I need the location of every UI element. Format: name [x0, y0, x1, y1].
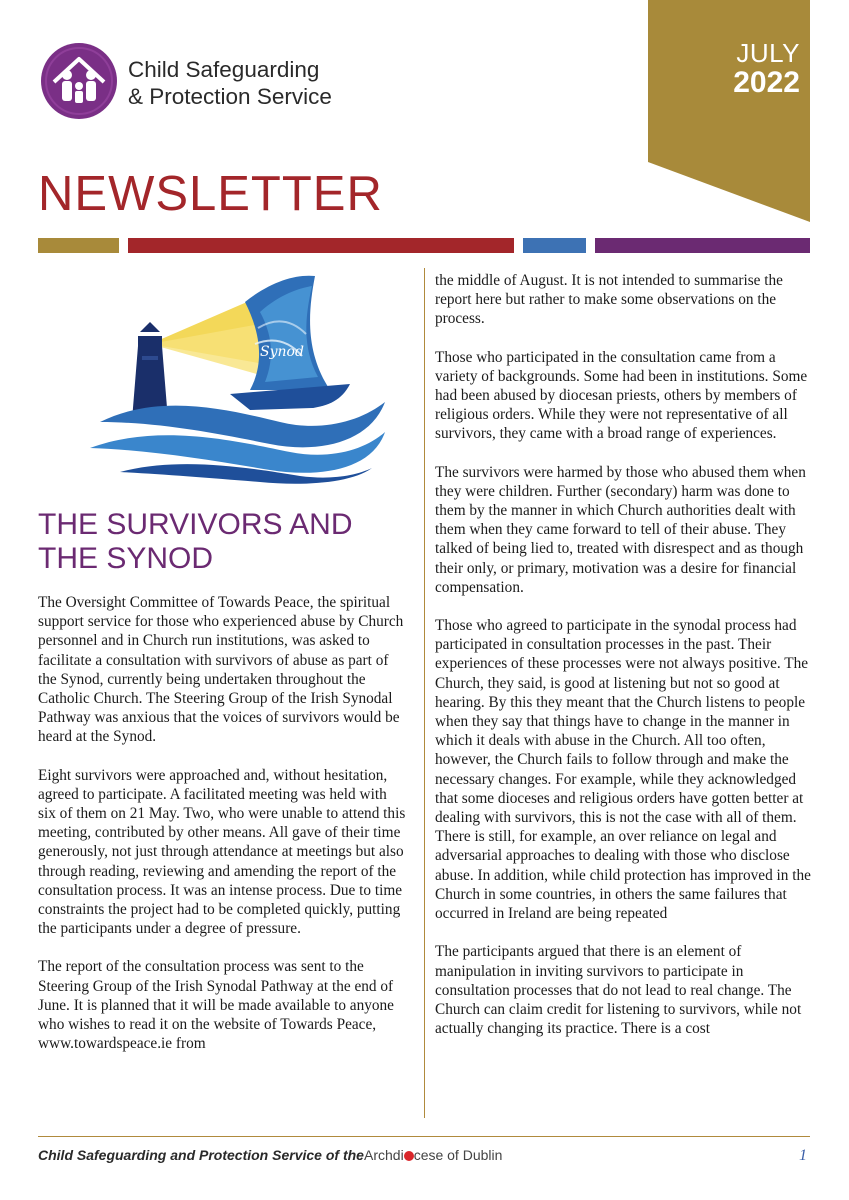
issue-month: JULY: [736, 38, 800, 68]
archdiocese-text-part1: Archdi: [364, 1147, 404, 1163]
left-column: [38, 593, 408, 1072]
stripe-gold: [38, 238, 119, 253]
synod-illustration: [80, 272, 400, 484]
logo: [40, 42, 118, 120]
stripe-blue: [523, 238, 586, 253]
paragraph: The Oversight Committee of Towards Peace, the spiritual support service for those who experienced abuse by Church personnel and in Church run institutions, was asked to facilitate a consultation with survivors of abuse as part of the Synod, currently being undertaken throughout the Catholic Church. The Steering Group of the Irish Synodal Pathway was anxious that the voices of survivors would be heard at the Synod.: [38, 594, 404, 746]
right-column: [435, 271, 815, 1057]
paragraph: Those who agreed to participate in the synodal process had participated in consultation processes in the past. Their experiences of these processes were not always positive. The Church, they said, is good at listening but not so good at hearing. By this they meant that the Church listens to people when they say that things have to change in the manner in which it deals with abuse in the Church. All too often, however, the Church fails to follow through and make the necessary changes. For example, while they acknowledged that some dioceses and religious orders have gotten better at dealing with survivors, this is not the case with all of them. There is still, for example, an over reliance on legal and adversarial approaches to dealing with those who disclose abuse. In addition, while child protection has improved in the Church in some countries, in others the same failures that occurred in Ireland are being repeated: [435, 617, 811, 923]
heading-line1: THE SURVIVORS AND: [38, 508, 353, 541]
date-banner: [648, 0, 810, 222]
synod-caption: Synod: [260, 344, 304, 360]
lighthouse-sailboat-icon: [80, 272, 400, 484]
article-heading: [38, 508, 398, 576]
issue-year: 2022: [733, 66, 800, 99]
organization-name: [128, 56, 332, 110]
stripe-red: [128, 238, 514, 253]
footer-service-text: Child Safeguarding and Protection Service of the: [38, 1147, 364, 1163]
archdiocese-text-part2: cese of Dublin: [413, 1147, 503, 1163]
paragraph: the middle of August. It is not intended to summarise the report here but rather to make some observations on the process.: [435, 272, 783, 328]
org-name-line1: Child Safeguarding: [128, 57, 320, 82]
family-house-icon: [40, 42, 118, 120]
paragraph: The survivors were harmed by those who abused them when they were children. Further (secondary) harm was done to them by the manner in which Church authorities dealt with them when they came forward to tell of their abuse. They talked of being lied to, treated with disrespect and as though their only, or primary, motivation was a desire for financial compensation.: [435, 463, 806, 596]
stripe-purple: [595, 238, 810, 253]
footer-divider: [38, 1136, 810, 1137]
paragraph: Eight survivors were approached and, without hesitation, agreed to participate. A facilitated meeting was held with six of them on 21 May. Two, who were unable to attend this meeting, contributed by other means. All gave of their time generously, not just through attendance at meetings but also through reading, reviewing and amending the report of the consultation process. It was an intense process. Due to time constraints the project had to be completed quickly, putting the participants under a degree of pressure.: [38, 766, 406, 938]
page-number: 1: [799, 1147, 807, 1164]
paragraph: Those who participated in the consultation came from a variety of backgrounds. Some had been in institutions. Some had been abused by diocesan priests, others by members of religious orders. While they were not representative of all survivors, they came with a broad range of experiences.: [435, 348, 808, 443]
column-divider: [424, 268, 425, 1118]
newsletter-title: NEWSLETTER: [38, 167, 383, 221]
paragraph: The participants argued that there is an element of manipulation in inviting survivors to participate in consultation processes that do not lead to real change. The Church can claim credit for listening to survivors, while not actually changing its practice. There is a cost: [435, 943, 802, 1038]
org-name-line2: & Protection Service: [128, 84, 332, 109]
red-dot-icon: [404, 1151, 414, 1161]
paragraph: The report of the consultation process was sent to the Steering Group of the Irish Synodal Pathway at the end of June. It is planned that it will be made available to anyone who wishes to read it on the website of Towards Peace, www.towardspeace.ie from: [38, 958, 394, 1053]
banner-shape: [648, 0, 810, 222]
heading-line2: THE SYNOD: [38, 542, 214, 575]
archdiocese-wordmark: [364, 1147, 502, 1163]
